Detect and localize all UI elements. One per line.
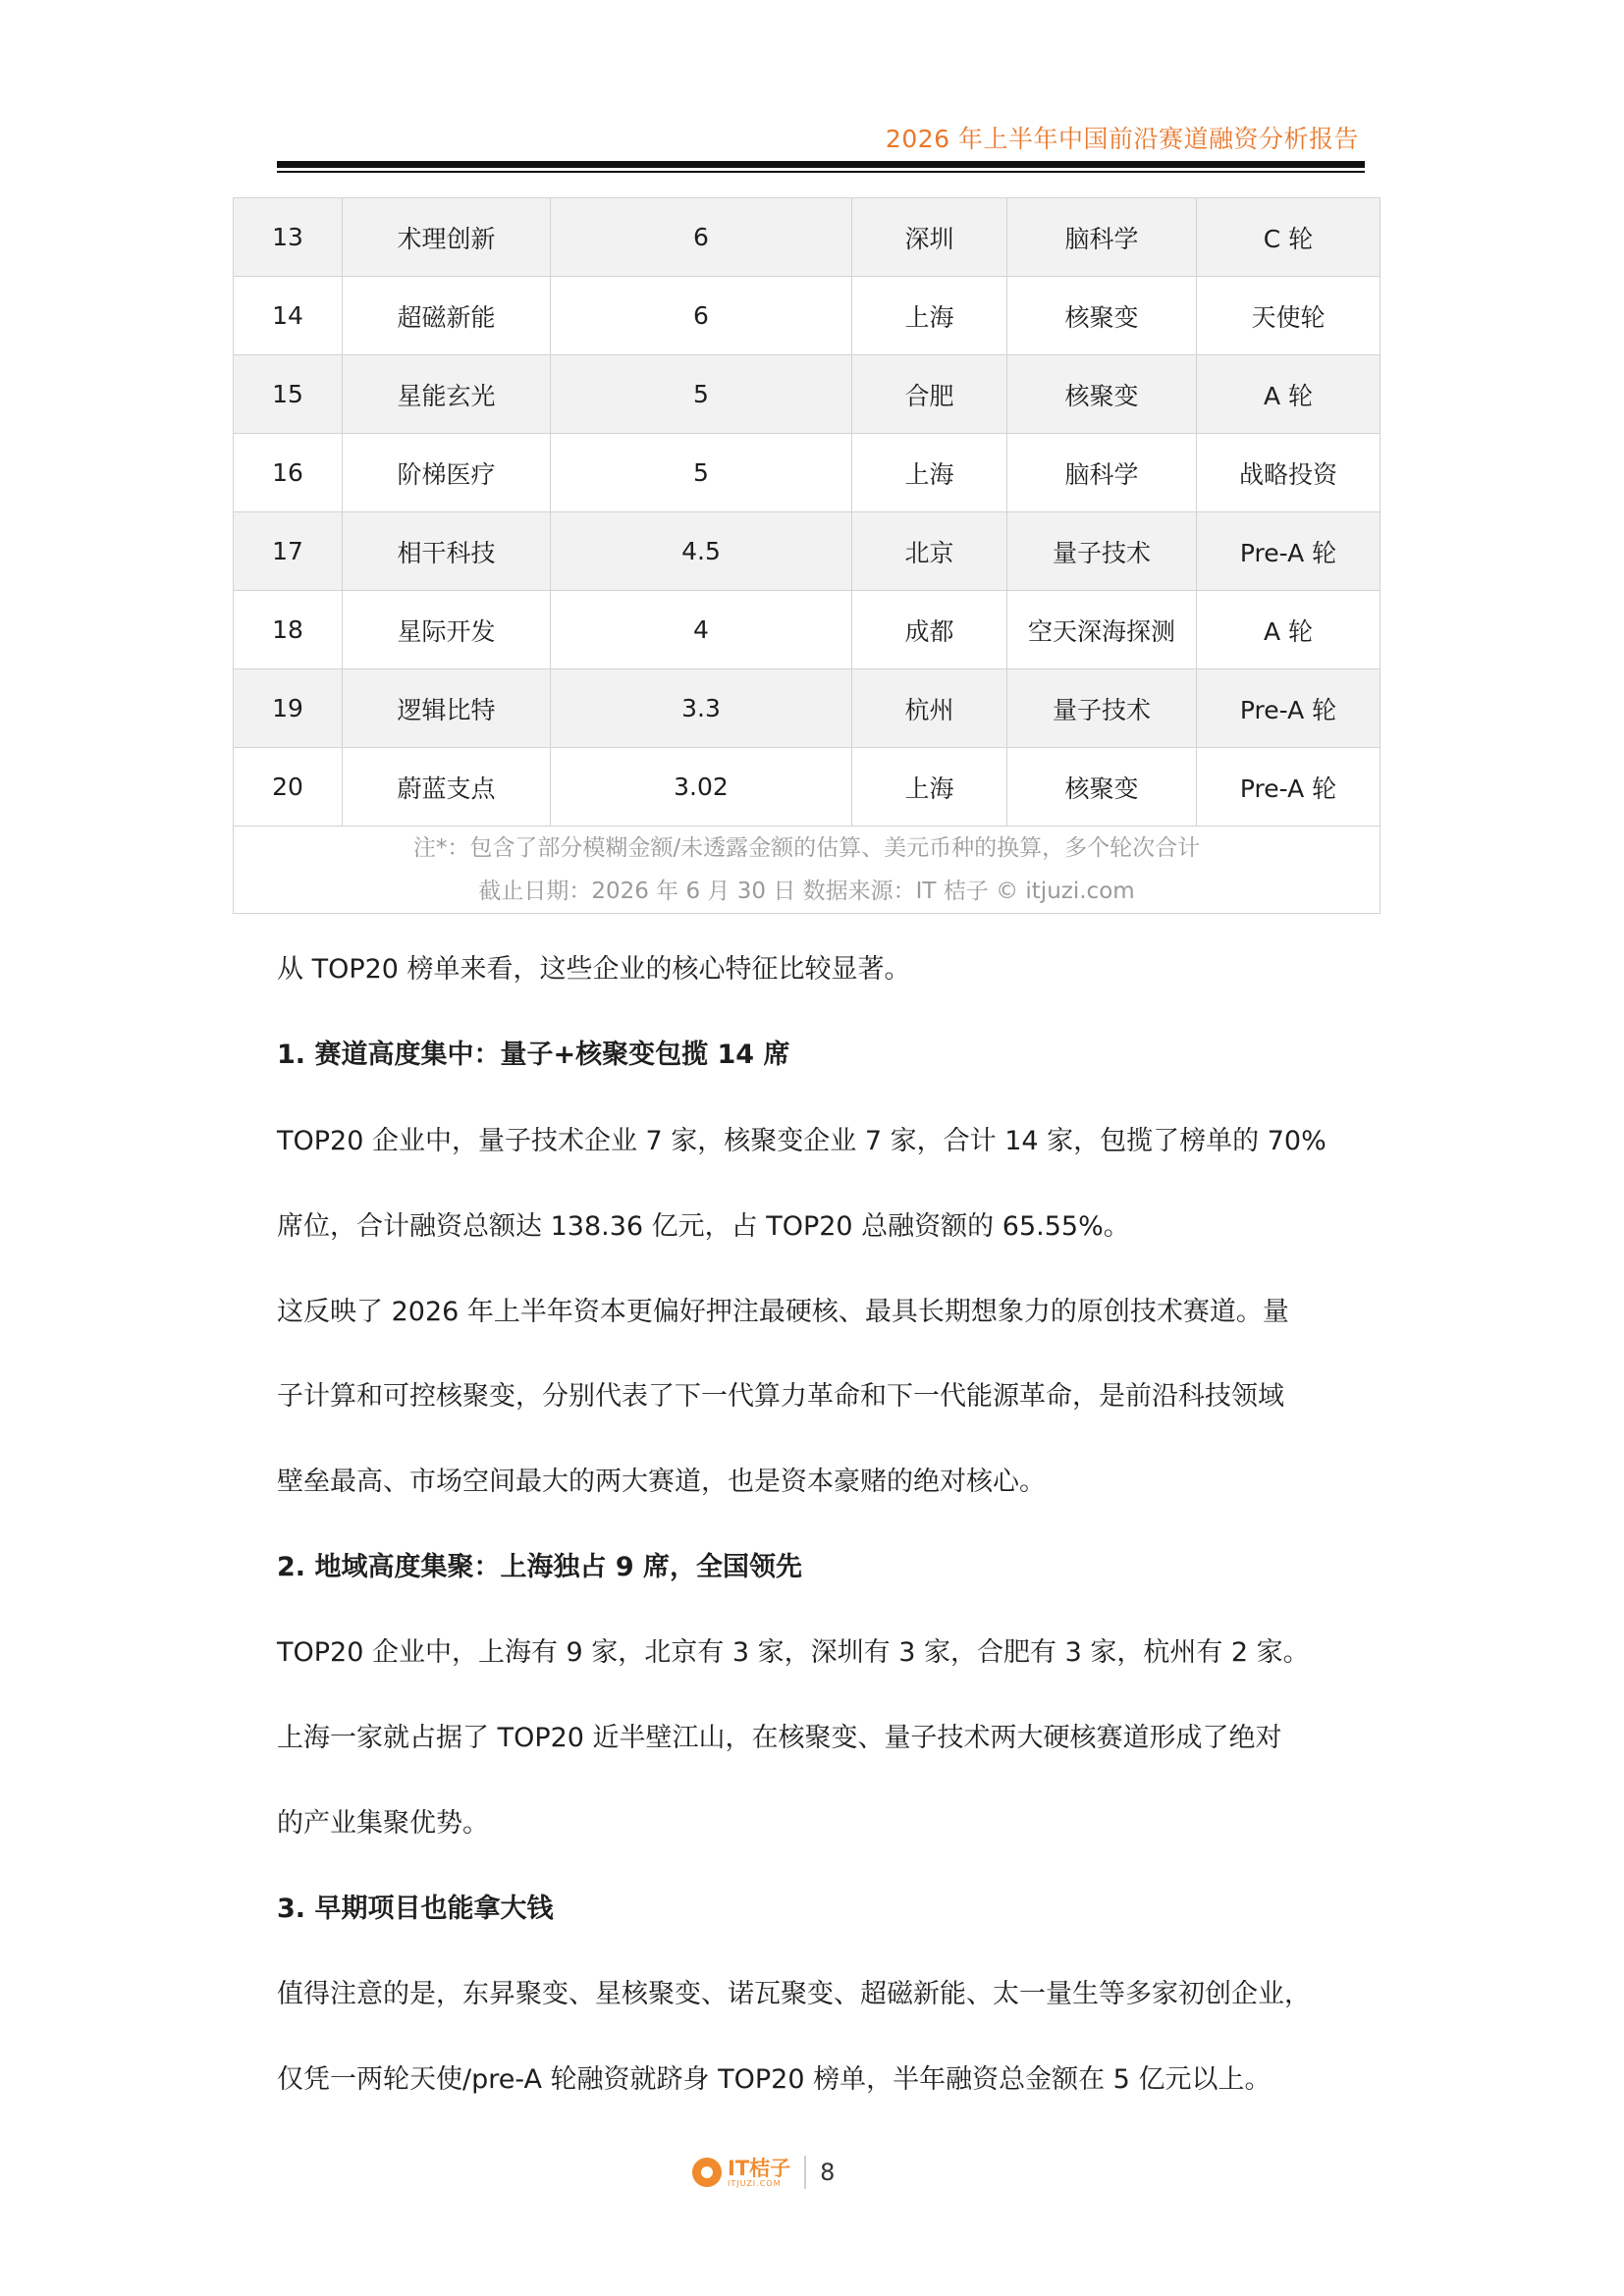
- sector-cell: 量子技术: [1007, 669, 1197, 748]
- rank-cell: 20: [234, 748, 343, 827]
- company-cell: 逻辑比特: [343, 669, 551, 748]
- paragraph-line: 壁垒最高、市场空间最大的两大赛道，也是资本豪赌的绝对核心。: [277, 1467, 1046, 1497]
- footer-divider: [804, 2156, 806, 2189]
- amount-cell: 4.5: [551, 512, 852, 591]
- ranking-table: [233, 197, 1380, 914]
- sector-cell: 核聚变: [1007, 748, 1197, 827]
- company-cell: 相干科技: [343, 512, 551, 591]
- paragraph-line: 子计算和可控核聚变，分别代表了下一代算力革命和下一代能源革命，是前沿科技领域: [277, 1381, 1284, 1412]
- itjuzi-logo-icon: [692, 2158, 722, 2187]
- round-cell: A 轮: [1197, 591, 1380, 669]
- header-rule: [277, 161, 1365, 168]
- sector-cell: 核聚变: [1007, 355, 1197, 434]
- page-footer: [692, 2156, 835, 2189]
- itjuzi-logo: [728, 2158, 790, 2188]
- round-cell: C 轮: [1197, 198, 1380, 277]
- table-row: [234, 512, 1380, 591]
- logo-subtext: ITJUZI.COM: [728, 2178, 782, 2188]
- rank-cell: 15: [234, 355, 343, 434]
- paragraph-line: 上海一家就占据了 TOP20 近半壁江山，在核聚变、量子技术两大硬核赛道形成了绝对: [277, 1723, 1282, 1753]
- amount-cell: 6: [551, 277, 852, 355]
- round-cell: Pre-A 轮: [1197, 512, 1380, 591]
- table-row: [234, 198, 1380, 277]
- ranking-table-body: [234, 198, 1380, 914]
- report-header-title: 2026 年上半年中国前沿赛道融资分析报告: [885, 125, 1359, 153]
- sector-cell: 核聚变: [1007, 277, 1197, 355]
- table-note: [234, 827, 1380, 914]
- table-note-row: [234, 827, 1380, 914]
- table-note-line: 注*：包含了部分模糊金额/未透露金额的估算、美元币种的换算，多个轮次合计: [412, 835, 1201, 861]
- amount-cell: 5: [551, 434, 852, 512]
- paragraph-line: TOP20 企业中，量子技术企业 7 家，核聚变企业 7 家，合计 14 家，包揽了榜单的 70%: [277, 1126, 1326, 1156]
- company-cell: 术理创新: [343, 198, 551, 277]
- rank-cell: 16: [234, 434, 343, 512]
- city-cell: 杭州: [852, 669, 1007, 748]
- table-row: [234, 591, 1380, 669]
- sector-cell: 脑科学: [1007, 198, 1197, 277]
- rank-cell: 14: [234, 277, 343, 355]
- round-cell: 天使轮: [1197, 277, 1380, 355]
- amount-cell: 5: [551, 355, 852, 434]
- rank-cell: 13: [234, 198, 343, 277]
- sector-cell: 量子技术: [1007, 512, 1197, 591]
- paragraph-line: 的产业集聚优势。: [277, 1808, 489, 1839]
- company-cell: 蔚蓝支点: [343, 748, 551, 827]
- page-number: 8: [820, 2159, 836, 2186]
- city-cell: 成都: [852, 591, 1007, 669]
- table-row: [234, 669, 1380, 748]
- sector-cell: 脑科学: [1007, 434, 1197, 512]
- city-cell: 上海: [852, 434, 1007, 512]
- intro-paragraph: 从 TOP20 榜单来看，这些企业的核心特征比较显著。: [277, 954, 911, 985]
- city-cell: 上海: [852, 277, 1007, 355]
- amount-cell: 4: [551, 591, 852, 669]
- table-row: [234, 748, 1380, 827]
- paragraph-line: 这反映了 2026 年上半年资本更偏好押注最硬核、最具长期想象力的原创技术赛道。量: [277, 1297, 1289, 1327]
- paragraph-line: TOP20 企业中，上海有 9 家，北京有 3 家，深圳有 3 家，合肥有 3 家，杭州有 2 家。: [277, 1637, 1310, 1668]
- rank-cell: 19: [234, 669, 343, 748]
- round-cell: Pre-A 轮: [1197, 669, 1380, 748]
- round-cell: A 轮: [1197, 355, 1380, 434]
- logo-wordmark: IT桔子: [728, 2156, 791, 2180]
- section-heading: 3. 早期项目也能拿大钱: [277, 1894, 554, 1924]
- header-rule-thin: [277, 171, 1365, 173]
- table-source-line: 截止日期：2026 年 6 月 30 日 数据来源：IT 桔子 © itjuzi.com: [478, 879, 1135, 904]
- amount-cell: 3.3: [551, 669, 852, 748]
- amount-cell: 6: [551, 198, 852, 277]
- table-row: [234, 355, 1380, 434]
- section-heading: 2. 地域高度集聚：上海独占 9 席，全国领先: [277, 1552, 803, 1582]
- round-cell: Pre-A 轮: [1197, 748, 1380, 827]
- table-row: [234, 434, 1380, 512]
- rank-cell: 17: [234, 512, 343, 591]
- city-cell: 深圳: [852, 198, 1007, 277]
- company-cell: 星能玄光: [343, 355, 551, 434]
- paragraph-line: 仅凭一两轮天使/pre-A 轮融资就跻身 TOP20 榜单，半年融资总金额在 5 亿元以上。: [277, 2064, 1272, 2095]
- paragraph-line: 值得注意的是，东昇聚变、星核聚变、诺瓦聚变、超磁新能、太一量生等多家初创企业，: [277, 1979, 1311, 2009]
- rank-cell: 18: [234, 591, 343, 669]
- table-row: [234, 277, 1380, 355]
- city-cell: 北京: [852, 512, 1007, 591]
- sector-cell: 空天深海探测: [1007, 591, 1197, 669]
- company-cell: 超磁新能: [343, 277, 551, 355]
- section-heading: 1. 赛道高度集中：量子+核聚变包揽 14 席: [277, 1040, 790, 1070]
- company-cell: 星际开发: [343, 591, 551, 669]
- amount-cell: 3.02: [551, 748, 852, 827]
- company-cell: 阶梯医疗: [343, 434, 551, 512]
- paragraph-line: 席位，合计融资总额达 138.36 亿元，占 TOP20 总融资额的 65.55%。: [277, 1211, 1130, 1242]
- city-cell: 合肥: [852, 355, 1007, 434]
- city-cell: 上海: [852, 748, 1007, 827]
- round-cell: 战略投资: [1197, 434, 1380, 512]
